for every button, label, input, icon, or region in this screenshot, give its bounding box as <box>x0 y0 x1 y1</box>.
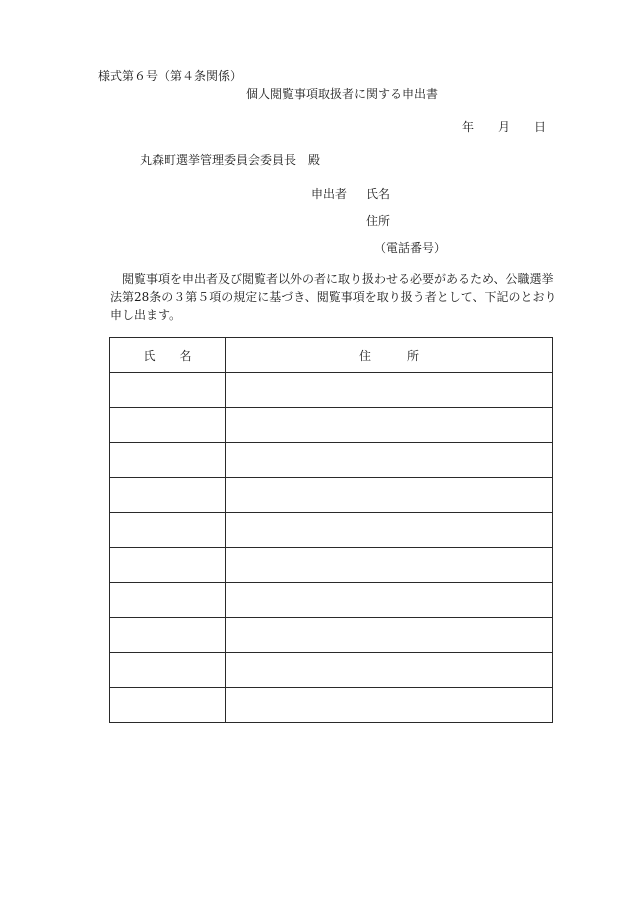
form-number: 様式第６号（第４条関係） <box>98 69 243 83</box>
name-cell[interactable] <box>110 443 226 478</box>
table-row <box>110 443 553 478</box>
table-row <box>110 653 553 688</box>
name-cell[interactable] <box>110 653 226 688</box>
applicant-address-label: 住所 <box>366 214 391 228</box>
table-row <box>110 583 553 618</box>
address-cell[interactable] <box>226 653 553 688</box>
table-row <box>110 408 553 443</box>
table-row <box>110 618 553 653</box>
addressee: 丸森町選挙管理委員会委員長 殿 <box>140 153 321 167</box>
table-header-row <box>110 338 553 373</box>
date-day-label: 日 <box>534 120 547 134</box>
roster-table <box>109 337 553 723</box>
address-column-header: 住 所 <box>226 338 553 373</box>
name-column-header: 氏 名 <box>110 338 226 373</box>
date-month-label: 月 <box>498 120 511 134</box>
address-cell[interactable] <box>226 373 553 408</box>
table-row <box>110 373 553 408</box>
address-cell[interactable] <box>226 583 553 618</box>
date-line <box>462 121 546 133</box>
address-cell[interactable] <box>226 478 553 513</box>
name-cell[interactable] <box>110 408 226 443</box>
address-cell[interactable] <box>226 548 553 583</box>
address-cell[interactable] <box>226 618 553 653</box>
name-cell[interactable] <box>110 583 226 618</box>
address-cell[interactable] <box>226 408 553 443</box>
table-row <box>110 688 553 723</box>
body-paragraph: 閲覧事項を申出者及び閲覧者以外の者に取り扱わせる必要があるため、公職選挙法第28条の３第５項の規定に基づき、閲覧事項を取り扱う者として、下記のとおり申し出ます。 <box>110 272 557 322</box>
applicant-phone-label: （電話番号） <box>374 241 447 255</box>
name-cell[interactable] <box>110 478 226 513</box>
table-row <box>110 548 553 583</box>
address-cell[interactable] <box>226 443 553 478</box>
applicant-name-label: 氏名 <box>366 187 391 201</box>
name-cell[interactable] <box>110 548 226 583</box>
table-row <box>110 513 553 548</box>
applicant-label: 申出者 <box>311 187 348 201</box>
address-cell[interactable] <box>226 513 553 548</box>
name-cell[interactable] <box>110 513 226 548</box>
table-row <box>110 478 553 513</box>
name-cell[interactable] <box>110 618 226 653</box>
name-cell[interactable] <box>110 688 226 723</box>
date-year-label: 年 <box>462 120 475 134</box>
name-cell[interactable] <box>110 373 226 408</box>
address-cell[interactable] <box>226 688 553 723</box>
document-title: 個人閲覧事項取扱者に関する申出書 <box>246 87 439 101</box>
